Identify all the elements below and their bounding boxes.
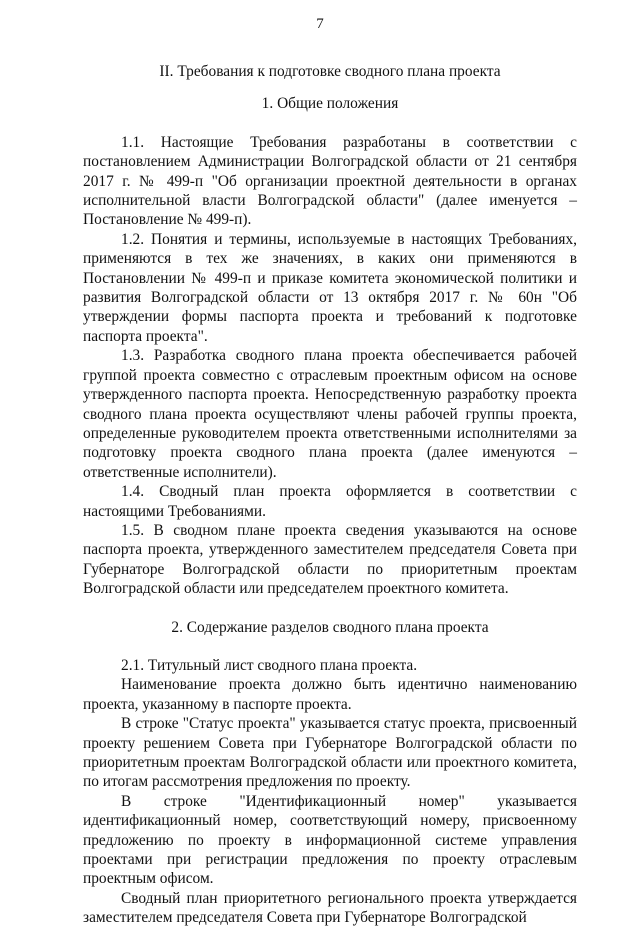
spacer — [83, 599, 577, 618]
paragraph-approval: Сводный план приоритетного регионального проекта утверждается заместителем председателя Совета при Губернаторе Волгоградской — [83, 889, 577, 927]
paragraph-1-4: 1.4. Сводный план проекта оформляется в соответствии с настоящими Требованиями. — [83, 483, 577, 520]
paragraph-1-5: 1.5. В сводном плане проекта сведения указываются на основе паспорта проекта, утвержденного заместителем председателя Совета при Губернаторе Волгоградской области по приоритетным проектам Волгоградской области или председателем проектного комитета. — [83, 521, 577, 598]
paragraph-1-2: 1.2. Понятия и термины, используемые в настоящих Требованиях, применяются в тех же значениях, в каких они применяются в Постановлении № 499-п и приказе комитета экономической политики и развития Волгоградской области от 13 октября 2017 г. № 60н "Об утверждении формы паспорта проекта и требований к подготовке паспорта проекта". — [83, 230, 577, 345]
paragraph-identification-number: В строке "Идентификационный номер" указывается идентификационный номер, соответствующий номеру, присвоенному предложению по проекту в информационной системе управления проектами при регистрации предложения по проекту отраслевым проектным офисом. — [83, 792, 577, 888]
section-title: II. Требования к подготовке сводного плана проекта — [159, 63, 501, 80]
paragraph-1-1: 1.1. Настоящие Требования разработаны в соответствии с постановлением Администрации Волгоградской области от 21 сентября 2017 г. № 499-п "Об организации проектной деятельности в органах исполнительной власти Волгоградской области" (далее именуется – Постановление № 499-п). — [83, 133, 577, 229]
subsection-title-general: 1. Общие положения — [261, 95, 399, 113]
paragraph-project-name: Наименование проекта должно быть идентично наименованию проекта, указанному в паспорте проекта. — [83, 676, 577, 713]
paragraph-2-1: 2.1. Титульный лист сводного плана проекта. — [121, 656, 418, 674]
subsection-title-contents: 2. Содержание разделов сводного плана проекта — [171, 618, 489, 636]
page-number: 7 — [316, 16, 324, 32]
paragraph-project-status: В строке "Статус проекта" указывается статус проекта, присвоенный проекту решением Совета при Губернаторе Волгоградской области по приоритетным проектам Волгоградской области или проектного комитета, по итогам рассмотрения предложения по проекту. — [83, 715, 577, 791]
document-body — [83, 62, 577, 928]
paragraph-1-3: 1.3. Разработка сводного плана проекта обеспечивается рабочей группой проекта совместно с отраслевым проектным офисом на основе утвержденного паспорта проекта. Непосредственную разработку проекта сводного плана проекта осуществляют члены рабочей группы проекта, определенные руководителем проекта ответственными исполнителями за подготовку проекта сводного плана проекта (далее именуются – ответственные исполнители). — [83, 347, 577, 481]
